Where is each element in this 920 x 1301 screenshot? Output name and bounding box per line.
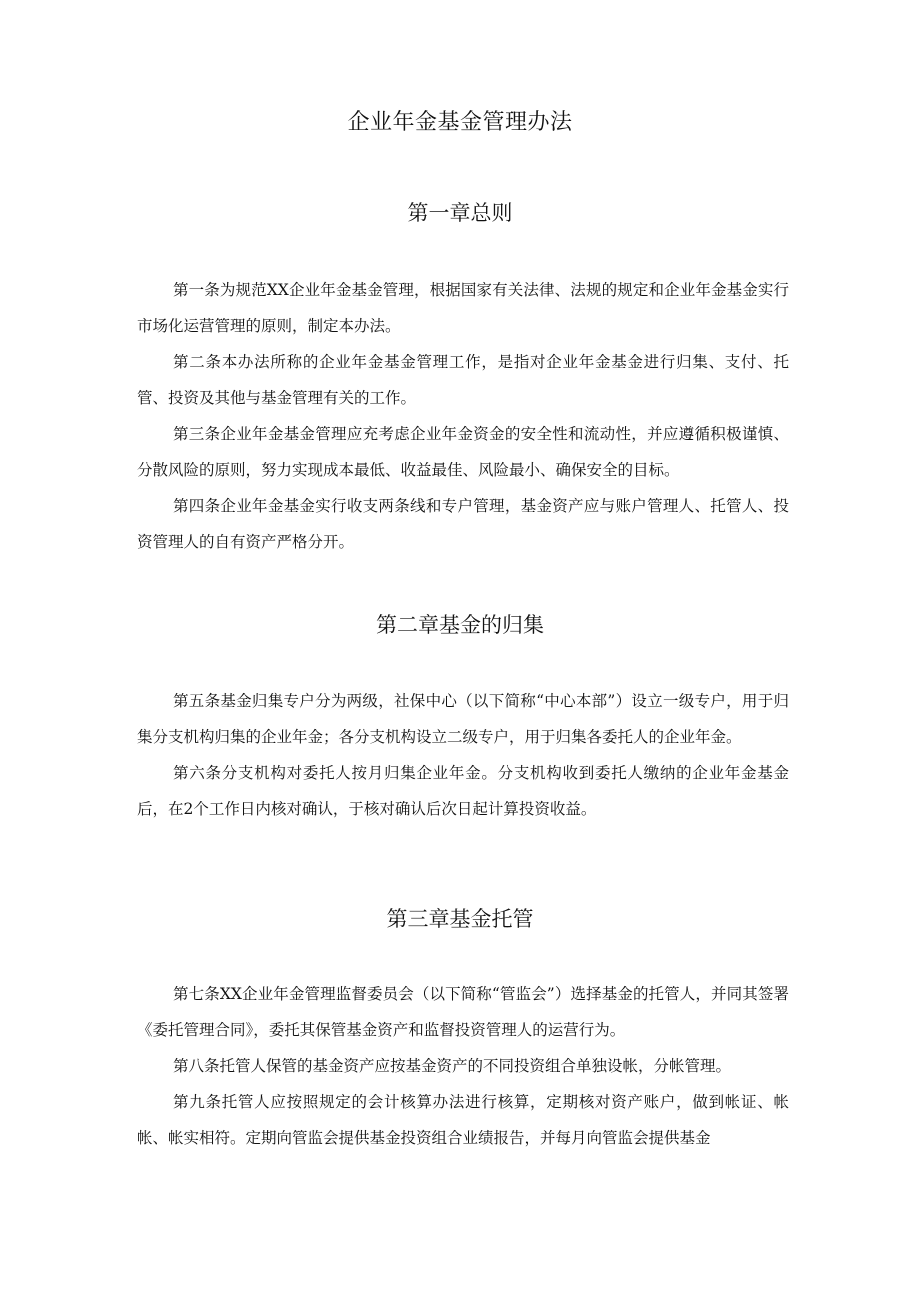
chapter-2-body xyxy=(137,683,789,827)
article-1: 第一条为规范XX企业年金基金管理，根据国家有关法律、法规的规定和企业年金基金实行市场化运营管理的原则，制定本办法。 xyxy=(137,281,789,335)
chapter-heading-1: 第一章总则 xyxy=(407,201,513,225)
chapter-3-body xyxy=(137,976,789,1156)
article-8: 第八条托管人保管的基金资产应按基金资产的不同投资组合单独设帐，分帐管理。 xyxy=(173,1057,732,1075)
article-7: 第七条XX企业年金管理监督委员会（以下简称“管监会”）选择基金的托管人，并同其签署《委托管理合同》，委托其保管基金资产和监督投资管理人的运营行为。 xyxy=(137,985,789,1039)
article-3: 第三条企业年金基金管理应充考虑企业年金资金的安全性和流动性，并应遵循积极谨慎、分散风险的原则，努力实现成本最低、收益最佳、风险最小、确保安全的目标。 xyxy=(137,425,789,479)
article-4: 第四条企业年金基金实行收支两条线和专户管理，基金资产应与账户管理人、托管人、投资管理人的自有资产严格分开。 xyxy=(137,497,789,551)
chapter-heading-2: 第二章基金的归集 xyxy=(376,613,544,637)
chapter-1-body xyxy=(137,272,789,560)
article-5: 第五条基金归集专户分为两级，社保中心（以下简称“中心本部”）设立一级专户，用于归集分支机构归集的企业年金；各分支机构设立二级专户，用于归集各委托人的企业年金。 xyxy=(137,692,789,746)
article-9: 第九条托管人应按照规定的会计核算办法进行核算，定期核对资产账户，做到帐证、帐帐、帐实相符。定期向管监会提供基金投资组合业绩报告，并每月向管监会提供基金 xyxy=(137,1093,789,1147)
article-6: 第六条分支机构对委托人按月归集企业年金。分支机构收到委托人缴纳的企业年金基金后，在2个工作日内核对确认，于核对确认后次日起计算投资收益。 xyxy=(137,764,789,818)
article-2: 第二条本办法所称的企业年金基金管理工作，是指对企业年金基金进行归集、支付、托管、投资及其他与基金管理有关的工作。 xyxy=(137,353,789,407)
document-title: 企业年金基金管理办法 xyxy=(347,110,573,135)
chapter-heading-3: 第三章基金托管 xyxy=(386,907,534,931)
